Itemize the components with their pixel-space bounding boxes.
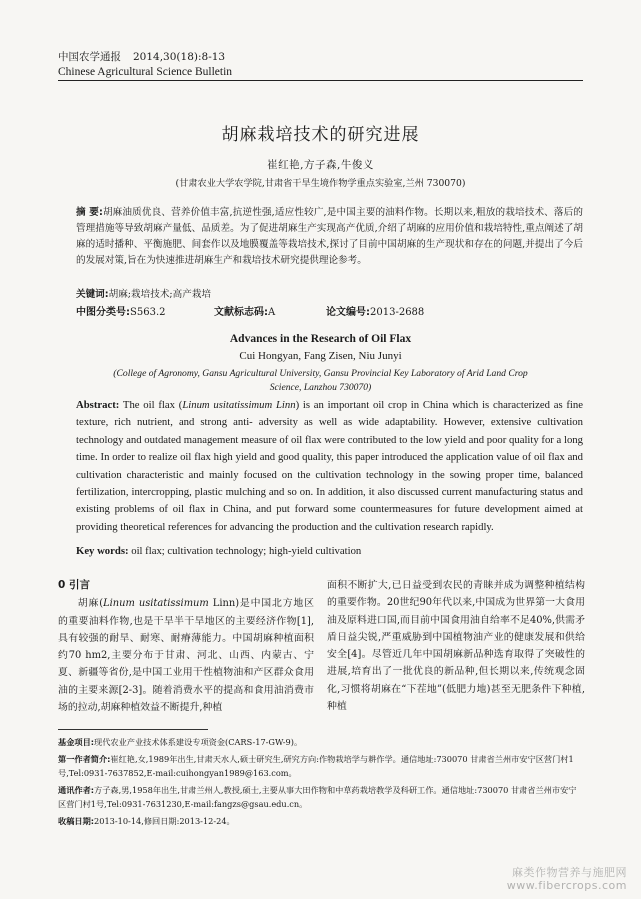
keywords-cn-label: 关键词: [76, 289, 109, 300]
footnote-rule [58, 729, 208, 730]
intro-text-a: 胡麻( [77, 598, 104, 610]
abstract-en-text: ) is an important oil crop in China which is characterized as fine texture, rich nutrient, and strong anti- adversity as well as wide adaptability. However, extensive cultivation technology and outdated management measure of oil flax were contributed to the low yield and poor quality for a long time. In order to realize oil flax high yield and good quality, this paper introduced the application value of oil flax and cultivation characteristic and mainly focused on the cultivation technology in the sowing proper time, balanced fertilization, intercropping, plastic mulching and so on. In addition, it also discussed current manufacturing status and existing problems of oil flax in China, and put forward some countermeasures for future development aimed at providing theoretical references for advancing the production and the cultivation research rapidly. [76, 399, 583, 533]
paper-title-en: Advances in the Research of Oil Flax [229, 333, 412, 345]
watermark-line-cn: 麻类作物营养与施肥网 [512, 866, 627, 879]
body-column-left [58, 577, 314, 716]
footnote-text: 2013-10-14,修回日期:2013-12-24。 [94, 815, 235, 826]
intro-latin-name: Linum usitatissimum [103, 598, 209, 610]
keywords-cn-text: 胡麻;栽培技术;高产栽培 [108, 289, 212, 300]
journal-name-cn: 中国农学通报 [58, 51, 121, 63]
authors-en: Cui Hongyan, Fang Zisen, Niu Junyi [239, 350, 402, 362]
abstract-en-label: Abstract: [76, 399, 120, 411]
doc-code-label: 文献标志码: [214, 307, 268, 318]
footnote-label: 第一作者简介: [58, 753, 111, 764]
keywords-en-text: oil flax; cultivation technology; high-yield cultivation [131, 545, 362, 557]
footnote-label: 收稿日期: [58, 815, 95, 826]
doc-code-value: A [268, 307, 276, 318]
abstract-cn [76, 205, 583, 269]
abstract-en-pre: The oil flax ( [122, 399, 183, 411]
section-heading-intro: 0 引言 [58, 579, 90, 591]
watermark [507, 866, 627, 892]
affiliation-en: (College of Agronomy, Gansu Agricultural University, Gansu Provincial Key Laboratory of Arid Land Crop Science, Lanzhou 730070) [113, 368, 528, 393]
footnote-text: 方子森,男,1958年出生,甘肃兰州人,教授,硕士,主要从事大田作物和中草药栽培教学及科研工作。通信地址:730070 甘肃省兰州市安宁区营门村1号,Tel:0931-7631230,E-mail:fangzs@gsau.edu.cn。 [58, 784, 577, 809]
intro-paragraph-right: 面积不断扩大,已日益受到农民的青睐并成为调整种植结构的重要作物。20世纪90年代以来,中国成为世界第一大食用油及原料进口国,而目前中国食用油自给率不足40%,供需矛盾日益尖锐,严重威胁到中国植物油产业的健康发展和供给安全[4]。尽管近几年中国胡麻新品种选育取得了突破性的进展,培育出了一批优良的新品种,但长期以来,传统观念固化,习惯将胡麻在“下茬地”(低肥力地)甚至无肥条件下种植,种植 [327, 580, 585, 713]
keywords-en-label: Key words: [76, 545, 129, 557]
footnote-corresponding-author [58, 783, 583, 812]
journal-header [58, 50, 232, 79]
paper-title-cn: 胡麻栽培技术的研究进展 [221, 125, 420, 145]
authors-cn: 崔红艳,方子森,牛俊义 [267, 159, 374, 171]
footnote-first-author [58, 752, 583, 781]
abstract-en [76, 397, 583, 536]
intro-paragraph-left [58, 595, 314, 716]
keywords-en [76, 545, 361, 557]
footnote-funding [58, 735, 583, 750]
footnote-dates [58, 814, 583, 829]
clc-label: 中图分类号: [76, 307, 130, 318]
abstract-en-latin: Linum usitatissimum Linn [182, 399, 296, 411]
journal-name-en: Chinese Agricultural Science Bulletin [58, 66, 233, 78]
abstract-cn-label: 摘 要: [76, 207, 103, 218]
article-no-value: 2013-2688 [370, 307, 425, 318]
keywords-cn [76, 286, 211, 300]
intro-text-b: Linn)是中国北方地区的重要油料作物,也是干旱半干旱地区的主要经济作物[1],具有较强的耐旱、耐寒、耐瘠薄能力。中国胡麻种植面积约70 hm2,主要分布于甘肃、河北、山西、内蒙古、宁夏、新疆等省份,是中国工业用干性植物油和产区群众食用油的主要来源[2-3]。随着消费水平的提高和食用油消费市场的拉动,胡麻种植效益不断提升,种植 [58, 598, 314, 714]
footnotes [58, 735, 583, 830]
footnote-label: 通讯作者: [58, 784, 95, 795]
header-rule [58, 80, 583, 81]
watermark-line-url: www.fibercrops.com [506, 879, 627, 892]
affiliation-cn: (甘肃农业大学农学院,甘肃省干旱生境作物学重点实验室,兰州 730070) [175, 178, 466, 189]
footnote-text: 现代农业产业技术体系建设专项资金(CARS-17-GW-9)。 [94, 737, 303, 747]
journal-citation: 2014,30(18):8-13 [133, 51, 226, 63]
article-no-label: 论文编号: [326, 307, 370, 318]
body-column-right [327, 577, 585, 715]
footnote-label: 基金项目: [58, 737, 95, 747]
clc-value: S563.2 [130, 307, 166, 318]
footnote-text: 崔红艳,女,1989年出生,甘肃天水人,硕士研究生,研究方向:作物栽培学与耕作学。通信地址:730070 甘肃省兰州市安宁区营门村1号,Tel:0931-7637852,E-mail:cuihongyan1989@163.com。 [58, 753, 574, 778]
abstract-cn-text: 胡麻油质优良、营养价值丰富,抗逆性强,适应性较广,是中国主要的油料作物。长期以来,粗放的栽培技术、落后的管理措施等导致胡麻产量低、品质差。为了促进胡麻生产实现高产优质,介绍了胡麻的应用价值和栽培特性,重点阐述了胡麻的适时播种、平衡施肥、间套作以及地膜覆盖等栽培技术,探讨了目前中国胡麻的生产现状和存在的问题,并提出了今后的发展对策,旨在为快速推进胡麻生产和栽培技术研究提供理论参考。 [76, 207, 583, 266]
